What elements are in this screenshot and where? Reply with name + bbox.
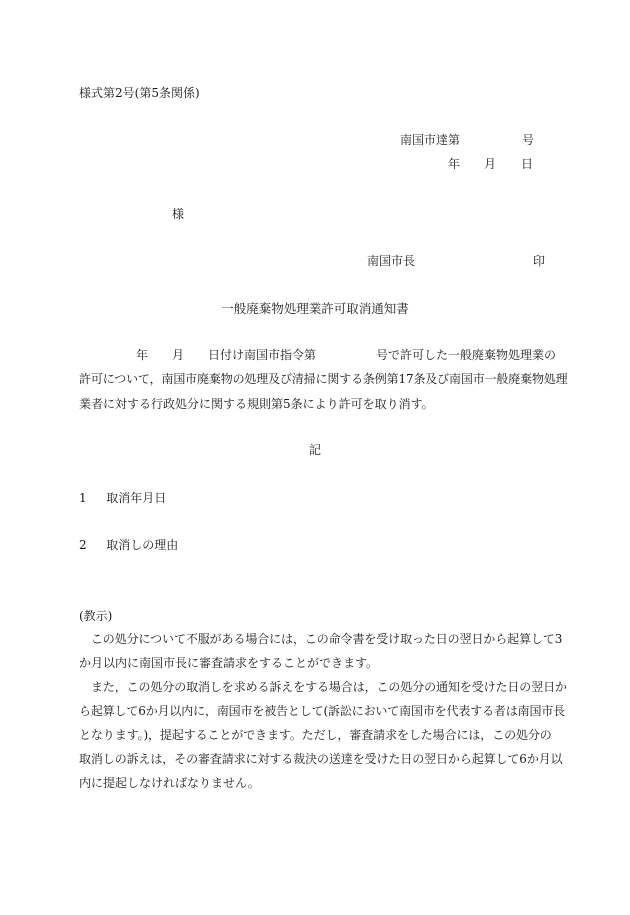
instruction-heading: (教示) — [79, 609, 113, 623]
notice-number-suffix: 号 — [522, 133, 535, 147]
instruction-p2-line4: 取消しの訴えは，その審査請求に対する裁決の送達を受けた日の翌日から起算して6か月以 — [79, 752, 563, 766]
instruction-p2-line3: となります。)，提起することができます。ただし，審査請求をした場合には，この処分の — [79, 728, 552, 742]
date-month: 月 — [484, 157, 497, 171]
item-1 — [79, 491, 166, 505]
item-label: 取消しの理由 — [106, 538, 179, 552]
body-rest: 号で許可した一般廃棄物処理業の — [376, 348, 557, 362]
instruction-p2-line2: ら起算して6か月以内に，南国市を被告として(訴訟において南国市を代表する者は南国市長 — [79, 704, 566, 718]
item-number: 1 — [79, 491, 87, 505]
instruction-p1-line1: この処分について不服がある場合には，この命令書を受け取った日の翌日から起算して3 — [79, 632, 563, 646]
seal-mark: 印 — [533, 254, 546, 268]
item-2 — [79, 538, 178, 552]
body-line-3: 業者に対する行政処分に関する規則第5条により許可を取り消す。 — [79, 397, 434, 411]
body-month: 月 — [172, 348, 185, 362]
body-line-2: 許可について，南国市廃棄物の処理及び清掃に関する条例第17条及び南国市一般廃棄物処理 — [79, 372, 568, 386]
instruction-p1-line2: か月以内に南国市長に審査請求をすることができます。 — [79, 656, 379, 670]
instruction-p2-line5: 内に提起しなければなりません。 — [79, 776, 260, 790]
sender-title: 南国市長 — [367, 254, 416, 268]
ki-heading: 記 — [308, 443, 321, 457]
date-year: 年 — [448, 157, 461, 171]
body-day-text: 日付け南国市指令第 — [208, 348, 317, 362]
item-label: 取消年月日 — [106, 491, 167, 505]
instruction-p2-line1: また，この処分の取消しを求める訴えをする場合は，この処分の通知を受けた日の翌日か — [79, 680, 567, 694]
body-year: 年 — [136, 348, 149, 362]
document-title: 一般廃棄物処理業許可取消通知書 — [221, 301, 409, 316]
date-day: 日 — [521, 157, 534, 171]
addressee-sama: 様 — [172, 207, 185, 221]
form-label: 様式第2号(第5条関係) — [79, 86, 200, 100]
notice-number-prefix: 南国市達第 — [400, 133, 461, 147]
item-number: 2 — [79, 538, 87, 552]
